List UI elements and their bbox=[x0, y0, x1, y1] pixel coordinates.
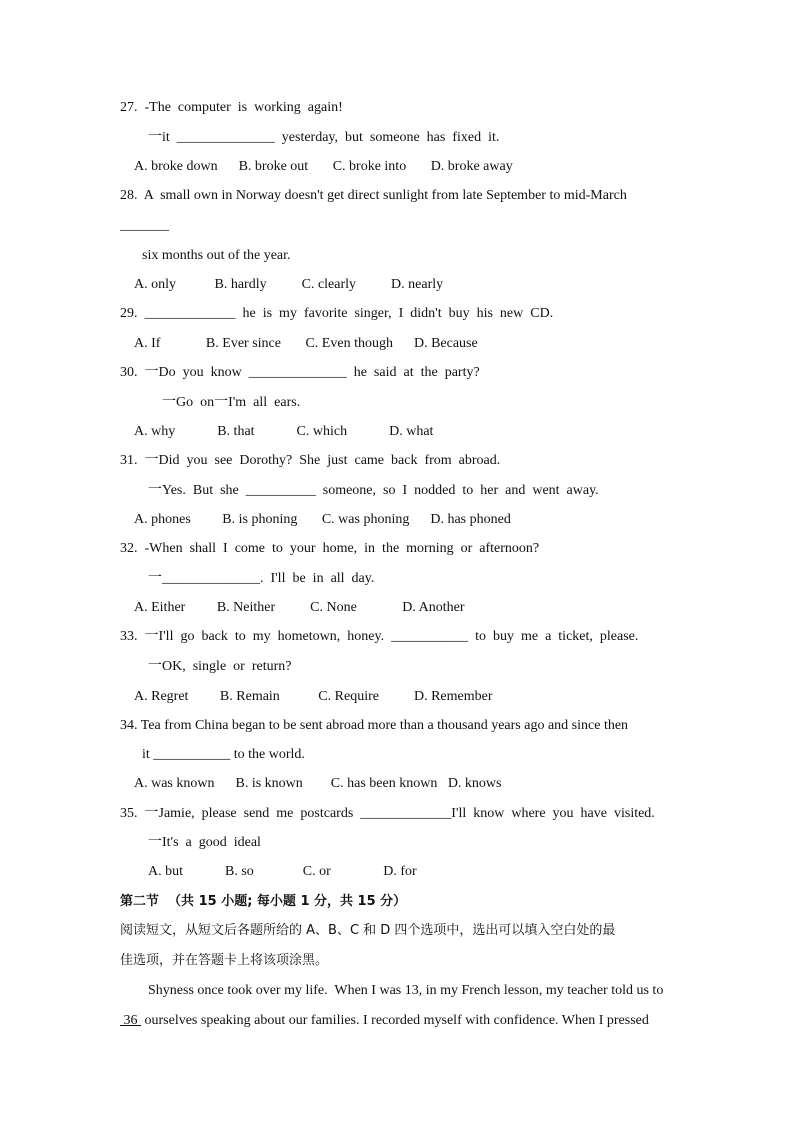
question-28-prompt: 28. A small own in Norway doesn't get direct sunlight from late September to mid-March bbox=[120, 188, 627, 203]
question-35-reply: 一It's a good ideal bbox=[148, 835, 261, 850]
question-30-options: A. why B. that C. which D. what bbox=[134, 424, 434, 439]
question-31-prompt: 31. 一Did you see Dorothy? She just came back from abroad. bbox=[120, 453, 501, 468]
section-2-heading: 第二节 （共 15 小题; 每小题 1 分，共 15 分） bbox=[120, 894, 407, 909]
question-27-reply: 一it ______________ yesterday, but someone has fixed it. bbox=[148, 130, 500, 145]
question-30-reply: 一Go on一I'm all ears. bbox=[162, 395, 301, 410]
question-27-prompt: 27. -The computer is working again! bbox=[120, 100, 343, 115]
instructions-line-2: 佳选项，并在答题卡上将该项涂黑。 bbox=[120, 953, 329, 968]
question-31-reply: 一Yes. But she __________ someone, so I nodded to her and went away. bbox=[148, 483, 599, 498]
passage-line-1: Shyness once took over my life. When I was 13, in my French lesson, my teacher told us to bbox=[148, 983, 664, 998]
question-28-options: A. only B. hardly C. clearly D. nearly bbox=[134, 277, 444, 292]
question-33-options: A. Regret B. Remain C. Require D. Remember bbox=[134, 689, 493, 704]
question-32-prompt: 32. -When shall I come to your home, in the morning or afternoon? bbox=[120, 541, 540, 556]
question-34-continuation: it ___________ to the world. bbox=[142, 747, 305, 762]
question-30-prompt: 30. 一Do you know ______________ he said at the party? bbox=[120, 365, 480, 380]
question-33-reply: 一OK, single or return? bbox=[148, 659, 292, 674]
question-35-options: A. but B. so C. or D. for bbox=[148, 864, 417, 879]
question-35-prompt: 35. 一Jamie, please send me postcards _____________I'll know where you have visited. bbox=[120, 806, 655, 821]
question-31-options: A. phones B. is phoning C. was phoning D. has phoned bbox=[134, 512, 511, 527]
passage-line-2 bbox=[120, 1012, 649, 1030]
question-32-options: A. Either B. Neither C. None D. Another bbox=[134, 600, 465, 615]
question-28-blank: _______ bbox=[120, 218, 169, 233]
question-29-options: A. If B. Ever since C. Even though D. Because bbox=[134, 336, 478, 351]
blank-36: 36 bbox=[120, 1013, 141, 1028]
passage-line-2-text: ourselves speaking about our families. I recorded myself with confidence. When I pressed bbox=[141, 1013, 649, 1028]
question-27-options: A. broke down B. broke out C. broke into D. broke away bbox=[134, 159, 513, 174]
question-29-prompt: 29. _____________ he is my favorite singer, I didn't buy his new CD. bbox=[120, 306, 554, 321]
question-33-prompt: 33. 一I'll go back to my hometown, honey. ___________ to buy me a ticket, please. bbox=[120, 629, 639, 644]
question-32-reply: 一______________. I'll be in all day. bbox=[148, 571, 375, 586]
instructions-line-1: 阅读短文，从短文后各题所给的 A、B、C 和 D 四个选项中，选出可以填入空白处的最 bbox=[120, 923, 616, 938]
question-28-continuation: six months out of the year. bbox=[142, 248, 291, 263]
question-34-options: A. was known B. is known C. has been known D. knows bbox=[134, 776, 502, 791]
question-34-prompt: 34. Tea from China began to be sent abroad more than a thousand years ago and since then bbox=[120, 718, 629, 733]
